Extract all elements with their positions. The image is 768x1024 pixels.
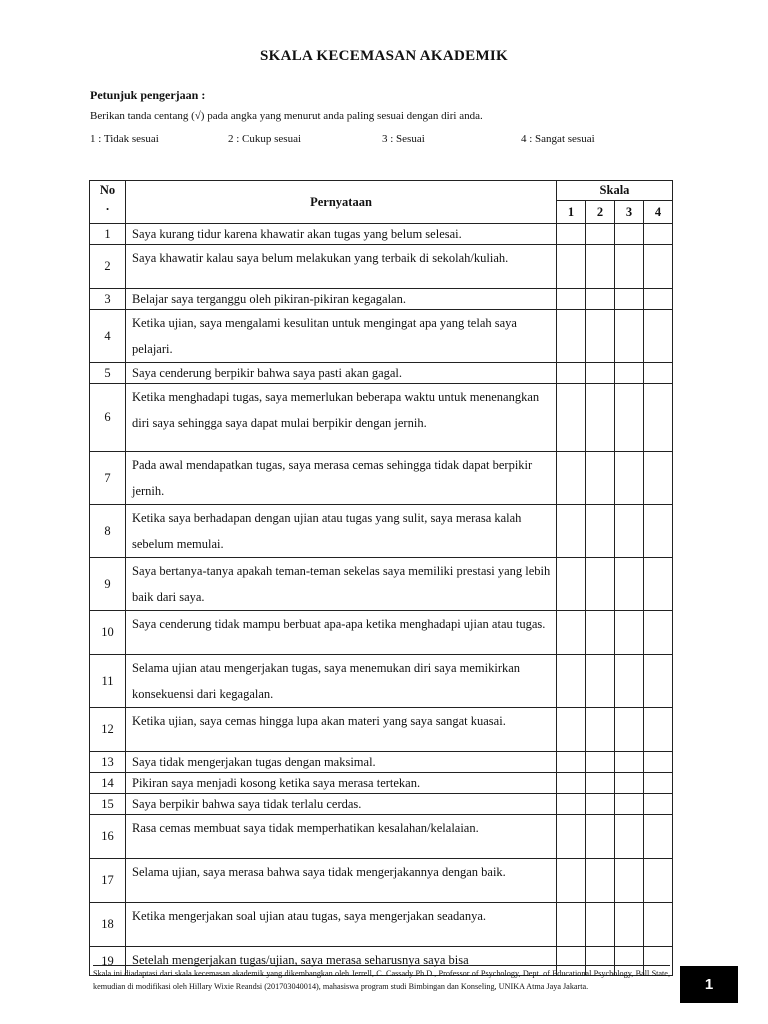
scale-cell-2[interactable] bbox=[586, 773, 615, 794]
row-statement: Setelah mengerjakan tugas/ujian, saya merasa seharusnya saya bisa bbox=[126, 947, 557, 976]
row-statement: Ketika mengerjakan soal ujian atau tugas, saya mengerjakan seadanya. bbox=[126, 903, 557, 947]
scale-cell-1[interactable] bbox=[557, 655, 586, 708]
scale-cell-3[interactable] bbox=[615, 611, 644, 655]
page-number: 1 bbox=[680, 966, 738, 1003]
table-row bbox=[90, 611, 673, 655]
questionnaire-body bbox=[90, 224, 673, 976]
row-number: 19 bbox=[90, 947, 126, 976]
scale-cell-3[interactable] bbox=[615, 310, 644, 363]
row-statement: Saya khawatir kalau saya belum melakukan yang terbaik di sekolah/kuliah. bbox=[126, 245, 557, 289]
scale-cell-3[interactable] bbox=[615, 708, 644, 752]
row-statement: Saya bertanya-tanya apakah teman-teman sekelas saya memiliki prestasi yang lebih baik dari saya. bbox=[126, 558, 557, 611]
row-number: 13 bbox=[90, 752, 126, 773]
instructions-text: Berikan tanda centang (√) pada angka yang menurut anda paling sesuai dengan diri anda. bbox=[90, 110, 483, 122]
legend-item-4: 4 : Sangat sesuai bbox=[521, 133, 595, 145]
scale-cell-2[interactable] bbox=[586, 558, 615, 611]
scale-cell-3[interactable] bbox=[615, 655, 644, 708]
row-number: 11 bbox=[90, 655, 126, 708]
scale-cell-4[interactable] bbox=[644, 310, 673, 363]
header-scale-4: 4 bbox=[644, 201, 673, 224]
scale-cell-3[interactable] bbox=[615, 558, 644, 611]
row-statement: Pikiran saya menjadi kosong ketika saya merasa tertekan. bbox=[126, 773, 557, 794]
scale-cell-3[interactable] bbox=[615, 505, 644, 558]
scale-cell-3[interactable] bbox=[615, 384, 644, 452]
row-statement: Rasa cemas membuat saya tidak memperhatikan kesalahan/kelalaian. bbox=[126, 815, 557, 859]
scale-cell-4[interactable] bbox=[644, 859, 673, 903]
row-statement: Ketika menghadapi tugas, saya memerlukan beberapa waktu untuk menenangkan diri saya sehingga saya dapat mulai berpikir dengan jernih. bbox=[126, 384, 557, 452]
scale-cell-4[interactable] bbox=[644, 452, 673, 505]
scale-cell-2[interactable] bbox=[586, 384, 615, 452]
table-row bbox=[90, 752, 673, 773]
row-statement: Belajar saya terganggu oleh pikiran-pikiran kegagalan. bbox=[126, 289, 557, 310]
row-number: 1 bbox=[90, 224, 126, 245]
table-row bbox=[90, 794, 673, 815]
scale-cell-1[interactable] bbox=[557, 224, 586, 245]
scale-cell-1[interactable] bbox=[557, 505, 586, 558]
table-row bbox=[90, 289, 673, 310]
row-number: 12 bbox=[90, 708, 126, 752]
scale-cell-1[interactable] bbox=[557, 752, 586, 773]
page-title: SKALA KECEMASAN AKADEMIK bbox=[259, 48, 509, 64]
scale-cell-3[interactable] bbox=[615, 245, 644, 289]
row-number: 7 bbox=[90, 452, 126, 505]
scale-cell-2[interactable] bbox=[586, 708, 615, 752]
scale-cell-3[interactable] bbox=[615, 794, 644, 815]
table-row bbox=[90, 558, 673, 611]
scale-cell-3[interactable] bbox=[615, 452, 644, 505]
scale-cell-2[interactable] bbox=[586, 363, 615, 384]
row-statement: Ketika ujian, saya cemas hingga lupa akan materi yang saya sangat kuasai. bbox=[126, 708, 557, 752]
table-row bbox=[90, 655, 673, 708]
row-statement: Saya cenderung berpikir bahwa saya pasti akan gagal. bbox=[126, 363, 557, 384]
table-row bbox=[90, 903, 673, 947]
table-row bbox=[90, 452, 673, 505]
scale-cell-4[interactable] bbox=[644, 611, 673, 655]
table-row bbox=[90, 245, 673, 289]
header-scale-1: 1 bbox=[557, 201, 586, 224]
scale-cell-1[interactable] bbox=[557, 363, 586, 384]
legend-item-1: 1 : Tidak sesuai bbox=[90, 133, 159, 145]
table-row bbox=[90, 708, 673, 752]
row-number: 2 bbox=[90, 245, 126, 289]
row-statement: Pada awal mendapatkan tugas, saya merasa cemas sehingga tidak dapat berpikir jernih. bbox=[126, 452, 557, 505]
table-row bbox=[90, 859, 673, 903]
header-scale-3: 3 bbox=[615, 201, 644, 224]
scale-cell-2[interactable] bbox=[586, 224, 615, 245]
scale-cell-4[interactable] bbox=[644, 655, 673, 708]
table-row bbox=[90, 773, 673, 794]
row-statement: Selama ujian, saya merasa bahwa saya tidak mengerjakannya dengan baik. bbox=[126, 859, 557, 903]
row-number: 9 bbox=[90, 558, 126, 611]
instructions-heading: Petunjuk pengerjaan : bbox=[90, 88, 206, 102]
row-number: 5 bbox=[90, 363, 126, 384]
row-number: 15 bbox=[90, 794, 126, 815]
scale-cell-3[interactable] bbox=[615, 903, 644, 947]
scale-cell-2[interactable] bbox=[586, 794, 615, 815]
table-row bbox=[90, 815, 673, 859]
row-number: 14 bbox=[90, 773, 126, 794]
scale-cell-1[interactable] bbox=[557, 558, 586, 611]
row-number: 16 bbox=[90, 815, 126, 859]
scale-cell-1[interactable] bbox=[557, 859, 586, 903]
legend-item-2: 2 : Cukup sesuai bbox=[228, 133, 302, 145]
scale-cell-4[interactable] bbox=[644, 903, 673, 947]
scale-cell-3[interactable] bbox=[615, 289, 644, 310]
table-row bbox=[90, 505, 673, 558]
scale-cell-1[interactable] bbox=[557, 903, 586, 947]
scale-cell-2[interactable] bbox=[586, 655, 615, 708]
scale-cell-2[interactable] bbox=[586, 611, 615, 655]
scale-cell-2[interactable] bbox=[586, 505, 615, 558]
questionnaire-table bbox=[89, 180, 673, 976]
scale-cell-4[interactable] bbox=[644, 752, 673, 773]
row-statement: Saya kurang tidur karena khawatir akan tugas yang belum selesai. bbox=[126, 224, 557, 245]
row-number: 4 bbox=[90, 310, 126, 363]
legend-item-3: 3 : Sesuai bbox=[382, 133, 425, 145]
row-statement: Saya tidak mengerjakan tugas dengan maksimal. bbox=[126, 752, 557, 773]
scale-cell-2[interactable] bbox=[586, 815, 615, 859]
scale-cell-2[interactable] bbox=[586, 752, 615, 773]
row-number: 6 bbox=[90, 384, 126, 452]
row-statement: Ketika ujian, saya mengalami kesulitan untuk mengingat apa yang telah saya pelajari. bbox=[126, 310, 557, 363]
row-number: 10 bbox=[90, 611, 126, 655]
footer-note: Skala ini diadaptasi dari skala kecemasan akademik yang dikembangkan oleh Jerrell, C. Cassady Ph.D., Professor of Psychology, Dept. of Educational Psychology, Ball State, kemudian di modifikasi oleh Hillary Wixie Reandsi (201703040014), mahasiswa program studi Bimbingan dan Konseling, UNIKA Atma Jaya Jakarta. bbox=[93, 965, 670, 993]
scale-cell-4[interactable] bbox=[644, 505, 673, 558]
row-statement: Selama ujian atau mengerjakan tugas, saya menemukan diri saya memikirkan konsekuensi dari kegagalan. bbox=[126, 655, 557, 708]
scale-cell-3[interactable] bbox=[615, 363, 644, 384]
header-statement: Pernyataan bbox=[126, 181, 557, 224]
row-statement: Ketika saya berhadapan dengan ujian atau tugas yang sulit, saya merasa kalah sebelum memulai. bbox=[126, 505, 557, 558]
scale-cell-3[interactable] bbox=[615, 224, 644, 245]
scale-cell-1[interactable] bbox=[557, 245, 586, 289]
scale-cell-1[interactable] bbox=[557, 289, 586, 310]
scale-cell-1[interactable] bbox=[557, 708, 586, 752]
scale-cell-1[interactable] bbox=[557, 452, 586, 505]
scale-cell-3[interactable] bbox=[615, 773, 644, 794]
row-number: 17 bbox=[90, 859, 126, 903]
scale-cell-1[interactable] bbox=[557, 773, 586, 794]
scale-cell-1[interactable] bbox=[557, 815, 586, 859]
scale-cell-4[interactable] bbox=[644, 815, 673, 859]
scale-cell-2[interactable] bbox=[586, 452, 615, 505]
table-row bbox=[90, 384, 673, 452]
scale-cell-1[interactable] bbox=[557, 611, 586, 655]
row-number: 3 bbox=[90, 289, 126, 310]
scale-cell-4[interactable] bbox=[644, 289, 673, 310]
scale-cell-3[interactable] bbox=[615, 752, 644, 773]
scale-cell-4[interactable] bbox=[644, 245, 673, 289]
scale-cell-2[interactable] bbox=[586, 310, 615, 363]
scale-cell-4[interactable] bbox=[644, 558, 673, 611]
scale-cell-3[interactable] bbox=[615, 815, 644, 859]
scale-cell-4[interactable] bbox=[644, 794, 673, 815]
row-number: 8 bbox=[90, 505, 126, 558]
table-row bbox=[90, 363, 673, 384]
header-scale-2: 2 bbox=[586, 201, 615, 224]
scale-cell-2[interactable] bbox=[586, 859, 615, 903]
scale-cell-4[interactable] bbox=[644, 363, 673, 384]
scale-cell-4[interactable] bbox=[644, 773, 673, 794]
row-statement: Saya cenderung tidak mampu berbuat apa-apa ketika menghadapi ujian atau tugas. bbox=[126, 611, 557, 655]
scale-cell-2[interactable] bbox=[586, 903, 615, 947]
row-number: 18 bbox=[90, 903, 126, 947]
scale-cell-2[interactable] bbox=[586, 245, 615, 289]
row-statement: Saya berpikir bahwa saya tidak terlalu cerdas. bbox=[126, 794, 557, 815]
scale-cell-2[interactable] bbox=[586, 289, 615, 310]
scale-cell-4[interactable] bbox=[644, 224, 673, 245]
header-no: No . bbox=[90, 181, 126, 224]
scale-cell-1[interactable] bbox=[557, 384, 586, 452]
scale-cell-1[interactable] bbox=[557, 794, 586, 815]
scale-cell-3[interactable] bbox=[615, 859, 644, 903]
header-scale: Skala bbox=[557, 181, 673, 201]
table-row bbox=[90, 224, 673, 245]
scale-cell-4[interactable] bbox=[644, 708, 673, 752]
scale-cell-4[interactable] bbox=[644, 384, 673, 452]
table-row bbox=[90, 310, 673, 363]
scale-cell-1[interactable] bbox=[557, 310, 586, 363]
